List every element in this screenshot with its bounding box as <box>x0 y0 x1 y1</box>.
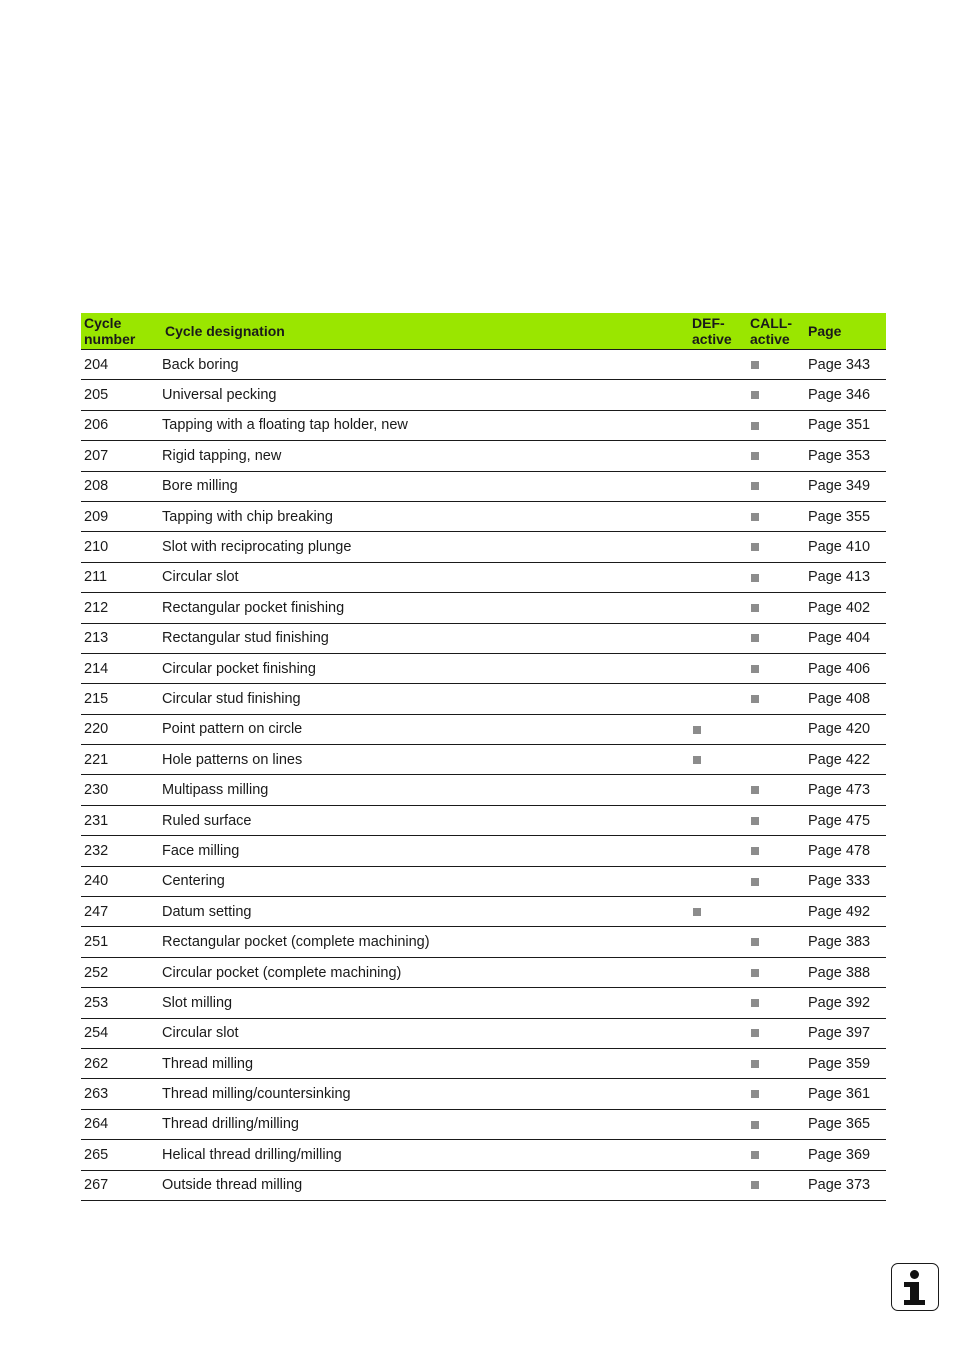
table-body <box>81 350 886 1201</box>
info-icon-serif-bottom <box>904 1300 925 1305</box>
cell-def-active <box>689 714 747 744</box>
cell-call-active <box>747 927 805 957</box>
cell-page-reference: Page 475 <box>805 805 886 835</box>
table-row <box>81 1048 886 1078</box>
cell-cycle-designation: Face milling <box>159 836 689 866</box>
table-row <box>81 1109 886 1139</box>
cell-def-active <box>689 1170 747 1200</box>
cell-def-active <box>689 653 747 683</box>
square-marker-icon <box>751 999 759 1007</box>
info-icon-dot <box>910 1270 919 1279</box>
square-marker-icon <box>751 422 759 430</box>
cell-call-active <box>747 501 805 531</box>
table-row <box>81 1079 886 1109</box>
table-row <box>81 897 886 927</box>
cell-cycle-number: 251 <box>81 927 159 957</box>
cell-call-active <box>747 836 805 866</box>
cell-call-active <box>747 957 805 987</box>
info-icon <box>891 1263 939 1311</box>
cell-def-active <box>689 593 747 623</box>
cell-page-reference: Page 355 <box>805 501 886 531</box>
header-cycle-designation: Cycle designation <box>159 313 689 350</box>
cell-call-active <box>747 988 805 1018</box>
cell-cycle-designation: Universal pecking <box>159 380 689 410</box>
cell-def-active <box>689 836 747 866</box>
cell-call-active <box>747 380 805 410</box>
square-marker-icon <box>751 1121 759 1129</box>
cell-def-active <box>689 562 747 592</box>
info-icon-stem <box>910 1282 919 1302</box>
cell-cycle-number: 267 <box>81 1170 159 1200</box>
cell-page-reference: Page 413 <box>805 562 886 592</box>
square-marker-icon <box>751 938 759 946</box>
cell-call-active <box>747 623 805 653</box>
cell-call-active <box>747 1109 805 1139</box>
cell-cycle-number: 214 <box>81 653 159 683</box>
cell-cycle-designation: Rectangular pocket finishing <box>159 593 689 623</box>
table-row <box>81 441 886 471</box>
cell-page-reference: Page 492 <box>805 897 886 927</box>
cell-cycle-number: 265 <box>81 1140 159 1170</box>
cell-cycle-number: 213 <box>81 623 159 653</box>
cell-cycle-designation: Thread milling/countersinking <box>159 1079 689 1109</box>
cell-page-reference: Page 383 <box>805 927 886 957</box>
cell-def-active <box>689 745 747 775</box>
cell-def-active <box>689 1109 747 1139</box>
cell-cycle-designation: Slot with reciprocating plunge <box>159 532 689 562</box>
cell-call-active <box>747 897 805 927</box>
cell-page-reference: Page 408 <box>805 684 886 714</box>
cell-def-active <box>689 805 747 835</box>
cell-call-active <box>747 593 805 623</box>
square-marker-icon <box>751 878 759 886</box>
square-marker-icon <box>751 847 759 855</box>
cell-cycle-number: 231 <box>81 805 159 835</box>
header-def-line2: active <box>692 331 732 347</box>
cell-def-active <box>689 441 747 471</box>
cell-def-active <box>689 350 747 380</box>
cell-def-active <box>689 775 747 805</box>
square-marker-icon <box>751 634 759 642</box>
cell-page-reference: Page 402 <box>805 593 886 623</box>
cell-page-reference: Page 410 <box>805 532 886 562</box>
cell-cycle-designation: Rectangular stud finishing <box>159 623 689 653</box>
cell-call-active <box>747 775 805 805</box>
table-row <box>81 866 886 896</box>
header-call-line2: active <box>750 331 790 347</box>
table-row <box>81 745 886 775</box>
cell-call-active <box>747 653 805 683</box>
square-marker-icon <box>751 543 759 551</box>
square-marker-icon <box>751 969 759 977</box>
cell-cycle-designation: Outside thread milling <box>159 1170 689 1200</box>
cell-def-active <box>689 684 747 714</box>
cell-def-active <box>689 1079 747 1109</box>
cell-cycle-designation: Datum setting <box>159 897 689 927</box>
cell-call-active <box>747 350 805 380</box>
square-marker-icon <box>751 513 759 521</box>
cell-page-reference: Page 349 <box>805 471 886 501</box>
cell-page-reference: Page 333 <box>805 866 886 896</box>
cell-cycle-designation: Circular slot <box>159 562 689 592</box>
cell-page-reference: Page 406 <box>805 653 886 683</box>
cell-cycle-designation: Tapping with a floating tap holder, new <box>159 410 689 440</box>
table-row <box>81 562 886 592</box>
table-row <box>81 1170 886 1200</box>
table-row <box>81 1018 886 1048</box>
header-row <box>81 313 886 350</box>
cell-cycle-designation: Thread milling <box>159 1048 689 1078</box>
header-cycle-number-line2: number <box>84 331 136 347</box>
cell-page-reference: Page 365 <box>805 1109 886 1139</box>
square-marker-icon <box>751 786 759 794</box>
table-row <box>81 471 886 501</box>
cell-cycle-designation: Circular stud finishing <box>159 684 689 714</box>
cell-call-active <box>747 684 805 714</box>
cell-call-active <box>747 1140 805 1170</box>
cell-cycle-number: 207 <box>81 441 159 471</box>
cell-cycle-number: 253 <box>81 988 159 1018</box>
cell-cycle-number: 209 <box>81 501 159 531</box>
cell-def-active <box>689 1018 747 1048</box>
square-marker-icon <box>751 1090 759 1098</box>
square-marker-icon <box>751 817 759 825</box>
table-row <box>81 714 886 744</box>
table-row <box>81 988 886 1018</box>
square-marker-icon <box>751 1181 759 1189</box>
table-row <box>81 775 886 805</box>
cell-call-active <box>747 866 805 896</box>
cell-cycle-designation: Circular slot <box>159 1018 689 1048</box>
cell-call-active <box>747 1170 805 1200</box>
cell-cycle-number: 240 <box>81 866 159 896</box>
cell-cycle-designation: Helical thread drilling/milling <box>159 1140 689 1170</box>
table-row <box>81 501 886 531</box>
cell-cycle-number: 252 <box>81 957 159 987</box>
square-marker-icon <box>751 604 759 612</box>
square-marker-icon <box>693 908 701 916</box>
square-marker-icon <box>751 1029 759 1037</box>
table-row <box>81 380 886 410</box>
table-row <box>81 805 886 835</box>
cell-cycle-number: 215 <box>81 684 159 714</box>
square-marker-icon <box>751 574 759 582</box>
square-marker-icon <box>751 1060 759 1068</box>
cell-cycle-number: 263 <box>81 1079 159 1109</box>
cell-cycle-number: 208 <box>81 471 159 501</box>
cell-def-active <box>689 927 747 957</box>
cell-cycle-number: 210 <box>81 532 159 562</box>
square-marker-icon <box>751 1151 759 1159</box>
cell-def-active <box>689 1048 747 1078</box>
cell-call-active <box>747 1018 805 1048</box>
cell-def-active <box>689 957 747 987</box>
cell-def-active <box>689 471 747 501</box>
table-row <box>81 684 886 714</box>
table-row <box>81 532 886 562</box>
cell-cycle-number: 212 <box>81 593 159 623</box>
header-cycle-number-line1: Cycle <box>84 315 122 331</box>
square-marker-icon <box>751 695 759 703</box>
cell-cycle-number: 247 <box>81 897 159 927</box>
square-marker-icon <box>751 452 759 460</box>
cell-page-reference: Page 404 <box>805 623 886 653</box>
cell-cycle-number: 204 <box>81 350 159 380</box>
cell-cycle-designation: Bore milling <box>159 471 689 501</box>
cell-def-active <box>689 897 747 927</box>
cell-page-reference: Page 420 <box>805 714 886 744</box>
table-row <box>81 957 886 987</box>
cell-page-reference: Page 397 <box>805 1018 886 1048</box>
square-marker-icon <box>693 726 701 734</box>
cell-def-active <box>689 1140 747 1170</box>
header-def-line1: DEF- <box>692 315 725 331</box>
cell-page-reference: Page 353 <box>805 441 886 471</box>
table-row <box>81 623 886 653</box>
cell-call-active <box>747 562 805 592</box>
cell-def-active <box>689 866 747 896</box>
cell-cycle-number: 221 <box>81 745 159 775</box>
cell-cycle-number: 232 <box>81 836 159 866</box>
cell-cycle-designation: Circular pocket finishing <box>159 653 689 683</box>
cell-page-reference: Page 351 <box>805 410 886 440</box>
cell-call-active <box>747 532 805 562</box>
header-def-active <box>689 313 747 350</box>
square-marker-icon <box>693 756 701 764</box>
cell-call-active <box>747 1048 805 1078</box>
table-row <box>81 927 886 957</box>
header-page: Page <box>805 313 886 350</box>
cycle-table <box>81 313 886 1201</box>
square-marker-icon <box>751 482 759 490</box>
table-row <box>81 836 886 866</box>
table-row <box>81 653 886 683</box>
cell-page-reference: Page 392 <box>805 988 886 1018</box>
cell-call-active <box>747 1079 805 1109</box>
header-call-active <box>747 313 805 350</box>
cell-page-reference: Page 388 <box>805 957 886 987</box>
cell-def-active <box>689 380 747 410</box>
cell-call-active <box>747 805 805 835</box>
cell-page-reference: Page 478 <box>805 836 886 866</box>
table-row <box>81 410 886 440</box>
cell-cycle-designation: Ruled surface <box>159 805 689 835</box>
cell-def-active <box>689 410 747 440</box>
square-marker-icon <box>751 361 759 369</box>
cell-page-reference: Page 359 <box>805 1048 886 1078</box>
cell-page-reference: Page 373 <box>805 1170 886 1200</box>
cell-def-active <box>689 532 747 562</box>
cell-cycle-designation: Thread drilling/milling <box>159 1109 689 1139</box>
square-marker-icon <box>751 391 759 399</box>
table-row <box>81 350 886 380</box>
cell-page-reference: Page 361 <box>805 1079 886 1109</box>
cell-cycle-designation: Point pattern on circle <box>159 714 689 744</box>
square-marker-icon <box>751 665 759 673</box>
cell-cycle-designation: Slot milling <box>159 988 689 1018</box>
cell-page-reference: Page 473 <box>805 775 886 805</box>
header-cycle-number <box>81 313 159 350</box>
cell-page-reference: Page 346 <box>805 380 886 410</box>
cell-def-active <box>689 501 747 531</box>
cell-call-active <box>747 441 805 471</box>
cell-page-reference: Page 422 <box>805 745 886 775</box>
cell-cycle-designation: Multipass milling <box>159 775 689 805</box>
cell-cycle-designation: Rectangular pocket (complete machining) <box>159 927 689 957</box>
cell-cycle-number: 254 <box>81 1018 159 1048</box>
cell-cycle-number: 230 <box>81 775 159 805</box>
table-row <box>81 1140 886 1170</box>
cell-cycle-designation: Circular pocket (complete machining) <box>159 957 689 987</box>
cell-cycle-designation: Back boring <box>159 350 689 380</box>
cell-page-reference: Page 369 <box>805 1140 886 1170</box>
cell-cycle-designation: Tapping with chip breaking <box>159 501 689 531</box>
cell-call-active <box>747 714 805 744</box>
table-header <box>81 313 886 350</box>
cell-cycle-designation: Rigid tapping, new <box>159 441 689 471</box>
cell-cycle-number: 206 <box>81 410 159 440</box>
cell-cycle-number: 262 <box>81 1048 159 1078</box>
cell-page-reference: Page 343 <box>805 350 886 380</box>
cell-call-active <box>747 471 805 501</box>
cell-cycle-number: 205 <box>81 380 159 410</box>
cell-cycle-number: 220 <box>81 714 159 744</box>
cell-cycle-number: 211 <box>81 562 159 592</box>
cell-def-active <box>689 623 747 653</box>
header-call-line1: CALL- <box>750 315 792 331</box>
cell-call-active <box>747 745 805 775</box>
table-row <box>81 593 886 623</box>
cell-cycle-designation: Hole patterns on lines <box>159 745 689 775</box>
cell-call-active <box>747 410 805 440</box>
cell-def-active <box>689 988 747 1018</box>
cell-cycle-number: 264 <box>81 1109 159 1139</box>
cell-cycle-designation: Centering <box>159 866 689 896</box>
